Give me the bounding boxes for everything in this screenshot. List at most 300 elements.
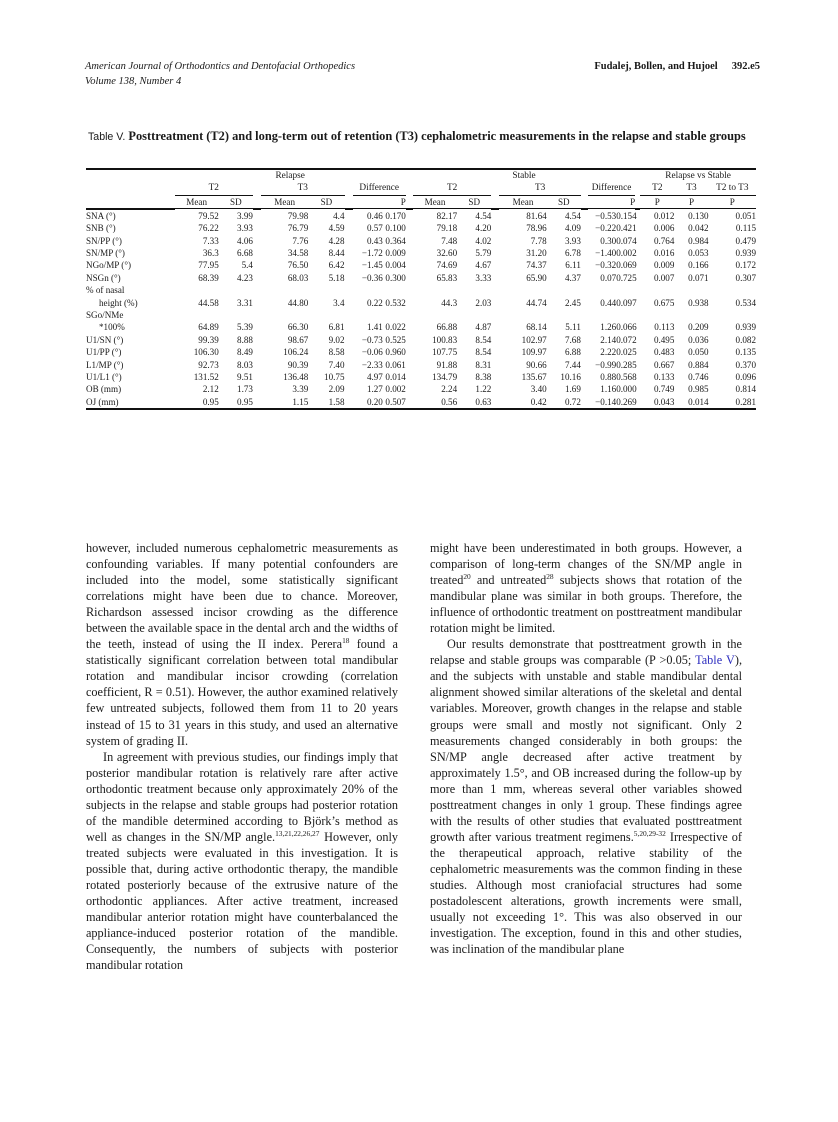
unit-gap-b [345, 195, 353, 208]
cell-cmp-t2-p: 0.007 [653, 272, 675, 283]
cell-relapse-difference [353, 383, 406, 395]
cell-cmp-t2-p: 0.133 [653, 372, 675, 382]
cell-relapse-t2-mean: 64.89 [198, 322, 219, 333]
cell-relapse-t2-sd: 3.93 [237, 223, 253, 234]
cell-stable-t3-sd: 2.45 [564, 297, 581, 308]
gap-e [581, 359, 588, 371]
cell-relapse-diff-p: 0.002 [385, 384, 406, 395]
gap-d [491, 359, 499, 371]
cell-relapse-t3-sd: 1.58 [328, 396, 345, 407]
cell-cmp-t2t3-p: 0.479 [735, 235, 756, 246]
gap-b [345, 383, 353, 395]
cell-stable-t3-mean: 7.78 [530, 235, 547, 246]
unit-header-stable-t3-sd: SD [547, 195, 581, 208]
cell-relapse-t3-mean: 106.24 [283, 347, 309, 358]
cell-cmp-t2-p: 0.012 [653, 210, 675, 221]
table-row [86, 371, 756, 383]
cell-relapse-diff-value: 0.20 [366, 396, 383, 407]
unit-header-cmp-t2-p: P [640, 195, 674, 208]
cell-relapse-t2-sd: 9.51 [237, 372, 253, 382]
cell-cmp-t3-p: 0.042 [688, 223, 709, 234]
table-row [86, 284, 756, 309]
cell-cmp-t3-p: 0.984 [688, 235, 709, 246]
cell-stable-difference [588, 383, 635, 395]
unit-header-spacer [86, 195, 175, 208]
gap-e [581, 284, 588, 309]
group-header-spacer [86, 169, 175, 182]
gap-a [253, 334, 261, 346]
sub-header-spacer [86, 182, 175, 195]
cell-stable-diff-value: 0.30 [600, 235, 617, 246]
cell-stable-diff-value: −0.32 [595, 260, 617, 271]
unit-header-relapse-t2-mean: Mean [175, 195, 219, 208]
cell-stable-diff-p: 0.025 [616, 347, 637, 358]
unit-header-relapse-diff-p: P [353, 195, 406, 208]
gap-a [253, 383, 261, 395]
cell-stable-t2-sd: 2.03 [475, 297, 492, 308]
cell-stable-t3-mean: 90.66 [526, 359, 547, 370]
gap-d [491, 334, 499, 346]
row-label: L1/MP (°) [86, 359, 124, 370]
cell-relapse-t2-mean: 76.22 [198, 223, 219, 234]
cell-cmp-t2-p: 0.043 [653, 396, 675, 407]
gap-a [253, 359, 261, 371]
cell-stable-t2-sd: 4.02 [475, 235, 492, 246]
row-label: OB (mm) [86, 384, 122, 395]
gap-e [581, 235, 588, 247]
cell-stable-diff-p: 0.074 [616, 235, 637, 246]
table-number: Table V. [88, 131, 126, 143]
gap-c [406, 222, 413, 234]
cell-cmp-t2t3-p: 0.172 [735, 260, 756, 271]
unit-header-relapse-t3-sd: SD [308, 195, 344, 208]
cell-relapse-t2-sd: 1.73 [237, 384, 253, 395]
cell-stable-t2-sd: 4.87 [475, 322, 492, 333]
cell-cmp-t2-p: 0.749 [653, 384, 675, 395]
table-sub-header-row [86, 182, 756, 195]
gap-c [406, 235, 413, 247]
gap-d [491, 235, 499, 247]
cell-stable-t2-sd: 8.38 [475, 372, 492, 382]
gap-c [406, 272, 413, 284]
cell-stable-t2-mean: 91.88 [436, 359, 458, 370]
cell-relapse-t3-sd: 7.40 [328, 359, 345, 370]
cell-stable-difference [588, 334, 635, 346]
gap-a [253, 346, 261, 358]
cell-stable-t3-mean: 65.90 [526, 272, 547, 283]
cell-relapse-t2-sd: 4.23 [237, 272, 253, 283]
cell-stable-t2-sd: 8.54 [475, 334, 492, 345]
cell-relapse-t3-sd: 4.59 [328, 223, 345, 234]
cell-stable-t3-sd: 6.78 [564, 247, 581, 258]
paragraph-left-2-textB: However, only treated subjects were evaluated in this investigation. It is possible that, during active orthodontic therapy, the mandible rotated posteriorly because of the extrusive nature of the orthodontic appliances. After active treatment, increased mandibular anterior rotation might have counterbalanced the appliance-induced posterior rotation of the mandible. Consequently, the numbers of subjects with posterior mandibular rotation [86, 829, 398, 973]
gap-b [345, 396, 353, 409]
cell-stable-t3-mean: 109.97 [521, 347, 547, 358]
table-v-crossref-link[interactable]: Table V [695, 653, 735, 668]
cell-relapse-t2-mean: 68.39 [198, 272, 219, 283]
cell-relapse-t3-mean: 136.48 [283, 372, 309, 382]
cell-stable-t3-sd: 5.11 [565, 322, 581, 333]
gap-c [406, 396, 413, 409]
cell-cmp-t2t3-p: 0.307 [735, 272, 756, 283]
citation-ref-13-21-22-26-27: 13,21,22,26,27 [275, 828, 320, 838]
gap-b [345, 309, 353, 334]
cell-relapse-diff-value: 4.97 [366, 372, 383, 382]
cell-stable-difference [588, 247, 635, 259]
cell-stable-difference [588, 222, 635, 234]
cell-cmp-t3-p: 0.746 [688, 372, 709, 382]
cell-relapse-t2-sd: 5.4 [241, 260, 253, 271]
gap-e [581, 259, 588, 271]
paragraph-left-2 [86, 749, 398, 974]
gap-d [491, 309, 499, 334]
unit-header-stable-t2-sd: SD [457, 195, 491, 208]
sub-gap-a [253, 182, 261, 195]
gap-d [491, 396, 499, 409]
sub-header-stable-difference: Difference [588, 182, 635, 195]
cell-cmp-t3-p: 0.130 [688, 210, 709, 221]
cell-relapse-t2-sd: 6.68 [237, 247, 253, 258]
row-label: NGo/MP (°) [86, 260, 131, 271]
table-row [86, 309, 756, 334]
cell-relapse-t2-mean: 0.95 [202, 396, 219, 407]
cell-stable-difference [588, 309, 635, 334]
cell-relapse-t2-mean: 92.73 [198, 359, 219, 370]
cell-stable-t2-mean: 66.88 [436, 322, 458, 333]
cell-relapse-diff-value: 1.41 [366, 322, 383, 333]
cell-stable-diff-value: 0.44 [600, 297, 617, 308]
cell-relapse-t3-mean: 7.76 [292, 235, 309, 246]
cell-relapse-t2-mean: 99.39 [198, 334, 219, 345]
cell-relapse-t2-mean: 44.58 [198, 297, 219, 308]
row-label: SN/PP (°) [86, 235, 122, 246]
cell-cmp-t2-p: 0.483 [653, 347, 675, 358]
gap-c [406, 309, 413, 334]
table-row [86, 359, 756, 371]
paragraph-right-1-textB: and untreated [470, 573, 547, 588]
gap-d [491, 371, 499, 383]
cell-stable-t2-mean: 74.69 [436, 260, 458, 271]
cell-relapse-t2-sd: 8.03 [237, 359, 253, 370]
cephalometric-table-wrapper [86, 168, 756, 414]
citation-ref-28: 28 [546, 572, 554, 582]
cell-relapse-t3-mean: 76.50 [287, 260, 309, 271]
paragraph-right-1-textC: subjects shows that rotation of the mandibular plane was similar in both groups. Therefore, the influence of orthodontic treatment on posttreatment mandibular rotation might be limited. [430, 573, 742, 636]
sub-header-relapse-t3: T3 [261, 182, 344, 195]
gap-b [345, 235, 353, 247]
cell-relapse-t3-sd: 10.75 [324, 372, 345, 382]
gap-a [253, 272, 261, 284]
gap-e [581, 383, 588, 395]
table-caption [88, 128, 756, 146]
unit-gap-c [406, 195, 413, 208]
cell-relapse-t3-sd: 4.28 [328, 235, 345, 246]
cell-stable-diff-p: 0.066 [616, 322, 637, 333]
table-row [86, 259, 756, 271]
cell-stable-t2-mean: 7.48 [441, 235, 458, 246]
cell-stable-t2-mean: 65.83 [436, 272, 458, 283]
sub-header-relapse-t2: T2 [175, 182, 253, 195]
sub-header-stable-t3: T3 [499, 182, 580, 195]
cell-relapse-diff-p: 0.532 [385, 297, 406, 308]
cell-relapse-t3-sd: 8.58 [328, 347, 345, 358]
citation-ref-18: 18 [342, 636, 350, 646]
cell-stable-diff-value: 1.16 [600, 384, 617, 395]
paragraph-right-2-textB: ), and the subjects with unstable and stable mandibular dental alignment showed similar alterations of the skeletal and dental variables. Moreover, growth changes in the relapse and stable groups were small and mostly not significant. Only 2 measurements changed considerably in both groups: the SN/MP angle decreased after active treatment by approximately 1.5°, and OB increased during the follow-up by more than 1 mm, whereas several other variables showed posttreatment changes in only 1 group. These findings agree with the results of other studies that evaluated posttreatment growth after various treatment regimens. [430, 653, 743, 844]
cell-relapse-diff-p: 0.525 [385, 334, 406, 345]
row-label: SNA (°) [86, 210, 116, 221]
cell-stable-diff-p: 0.000 [616, 384, 637, 395]
cell-stable-difference [588, 371, 635, 383]
gap-a [253, 222, 261, 234]
cell-stable-t3-mean: 102.97 [521, 334, 547, 345]
cell-cmp-t3-p: 0.071 [688, 272, 709, 283]
gap-d [491, 222, 499, 234]
gap-c [406, 359, 413, 371]
cell-relapse-t3-sd: 6.42 [328, 260, 345, 271]
cell-relapse-t3-mean: 44.80 [287, 297, 309, 308]
page-number: 392.e5 [731, 61, 760, 72]
cell-stable-t3-mean: 78.96 [526, 223, 547, 234]
cell-relapse-t2-mean: 7.33 [202, 235, 219, 246]
cell-cmp-t2-p: 0.764 [653, 235, 675, 246]
cell-stable-t2-mean: 134.79 [432, 372, 458, 382]
cell-stable-diff-value: −0.14 [595, 396, 617, 407]
cell-cmp-t2-p: 0.009 [653, 260, 675, 271]
citation-ref-5-20-29-32: 5,20,29-32 [633, 828, 666, 838]
cell-stable-difference [588, 359, 635, 371]
cell-stable-t2-mean: 100.83 [432, 334, 458, 345]
gap-c [406, 247, 413, 259]
gap-c [406, 371, 413, 383]
cell-stable-t3-sd: 6.11 [565, 260, 581, 271]
unit-gap-e [581, 195, 588, 208]
cell-cmp-t2t3-p: 0.096 [735, 372, 756, 382]
cell-stable-difference [588, 272, 635, 284]
table-group-header-row [86, 169, 756, 182]
cell-relapse-diff-value: 0.43 [366, 235, 383, 246]
cell-relapse-t2-mean: 131.52 [193, 372, 219, 382]
cell-stable-t2-mean: 2.24 [441, 384, 458, 395]
gap-d [491, 346, 499, 358]
table-row [86, 235, 756, 247]
cell-stable-diff-value: −0.99 [595, 359, 617, 370]
paragraph-right-1-textA: might have been underestimated in both groups. However, a comparison of long-term changes of the SN/MP angle in treated [430, 541, 742, 588]
cell-relapse-difference [353, 247, 406, 259]
cell-stable-t3-mean: 74.37 [526, 260, 547, 271]
cell-relapse-diff-p: 0.100 [385, 223, 406, 234]
unit-header-stable-t3-mean: Mean [499, 195, 546, 208]
gap-b [345, 272, 353, 284]
cell-cmp-t3-p: 0.938 [688, 297, 709, 308]
gap-b [345, 247, 353, 259]
cell-stable-t2-sd: 8.54 [475, 347, 492, 358]
cell-stable-difference [588, 209, 635, 222]
sub-gap-e [581, 182, 588, 195]
cell-cmp-t2t3-p: 0.082 [735, 334, 756, 345]
cell-relapse-t3-sd: 2.09 [328, 384, 345, 395]
table-unit-header-row [86, 195, 756, 208]
cell-stable-t3-mean: 81.64 [526, 210, 547, 221]
cell-relapse-t3-mean: 90.39 [287, 359, 309, 370]
gap-a [253, 235, 261, 247]
cell-relapse-t3-sd: 9.02 [328, 334, 345, 345]
cell-cmp-t2-p: 0.667 [653, 359, 675, 370]
row-label: SN/MP (°) [86, 247, 125, 258]
cell-relapse-t2-mean: 2.12 [202, 384, 219, 395]
cell-cmp-t3-p: 0.209 [688, 322, 709, 333]
cell-stable-t3-sd: 3.93 [564, 235, 581, 246]
table-row [86, 247, 756, 259]
cell-relapse-difference [353, 346, 406, 358]
table-row [86, 346, 756, 358]
gap-e [581, 247, 588, 259]
cell-relapse-t3-sd: 4.4 [333, 210, 345, 221]
cell-relapse-difference [353, 209, 406, 222]
cell-relapse-diff-value: 0.22 [366, 297, 383, 308]
body-column-left [86, 540, 398, 973]
cell-relapse-diff-p: 0.004 [385, 260, 406, 271]
gap-d [491, 383, 499, 395]
cell-relapse-difference [353, 272, 406, 284]
gap-c [406, 334, 413, 346]
cell-stable-t3-sd: 1.69 [564, 384, 581, 395]
gap-e [581, 222, 588, 234]
running-head-right [594, 60, 760, 75]
cell-relapse-diff-p: 0.364 [385, 235, 406, 246]
cell-relapse-difference [353, 284, 406, 309]
cell-cmp-t2t3-p: 0.939 [735, 247, 756, 258]
paragraph-right-2-textA: Our results demonstrate that posttreatment growth in the relapse and stable groups was comparable (P >0.05; [430, 637, 742, 668]
cell-relapse-diff-p: 0.300 [385, 272, 406, 283]
cell-cmp-t3-p: 0.050 [688, 347, 709, 358]
cell-cmp-t2-p: 0.006 [653, 223, 675, 234]
cell-relapse-diff-p: 0.022 [385, 322, 406, 333]
cell-relapse-t3-mean: 34.58 [287, 247, 309, 258]
cell-stable-t3-sd: 0.72 [564, 396, 581, 407]
table-body [86, 209, 756, 410]
table-row [86, 272, 756, 284]
cell-relapse-t2-mean: 36.3 [202, 247, 219, 258]
cell-stable-diff-p: 0.421 [616, 223, 637, 234]
cell-relapse-t2-sd: 8.88 [237, 334, 253, 345]
cell-stable-t3-sd: 7.44 [564, 359, 581, 370]
cell-relapse-t2-mean: 106.30 [193, 347, 219, 358]
cell-relapse-t2-mean: 79.52 [198, 210, 219, 221]
volume-issue: Volume 138, Number 4 [85, 75, 182, 87]
gap-b [345, 209, 353, 222]
cell-stable-t3-mean: 31.20 [526, 247, 547, 258]
sub-header-cmp-t2: T2 [640, 182, 674, 195]
table-row [86, 334, 756, 346]
cell-cmp-t3-p: 0.166 [688, 260, 709, 271]
sub-header-stable-t2: T2 [413, 182, 491, 195]
cell-cmp-t2-p: 0.675 [653, 297, 675, 308]
cell-stable-t2-sd: 4.67 [475, 260, 492, 271]
table-caption-text: Posttreatment (T2) and long-term out of retention (T3) cephalometric measurements in the relapse and stable groups [128, 129, 746, 143]
cell-relapse-diff-p: 0.014 [385, 372, 406, 382]
row-label: U1/SN (°) [86, 334, 124, 345]
cell-relapse-t2-sd: 5.39 [237, 322, 253, 333]
cell-stable-diff-p: 0.154 [616, 210, 637, 221]
cell-relapse-diff-value: 1.27 [366, 384, 383, 395]
cell-stable-diff-p: 0.285 [616, 359, 637, 370]
row-label: U1/L1 (°) [86, 372, 122, 382]
row-label: OJ (mm) [86, 396, 119, 407]
cell-relapse-diff-value: −1.45 [361, 260, 383, 271]
cell-relapse-difference [353, 396, 406, 409]
cell-stable-t3-sd: 4.09 [564, 223, 581, 234]
cell-stable-diff-value: 2.14 [600, 334, 617, 345]
cell-relapse-diff-value: −1.72 [361, 247, 383, 258]
gap-a [253, 396, 261, 409]
cell-relapse-t3-mean: 79.98 [287, 210, 309, 221]
cell-cmp-t2t3-p: 0.534 [735, 297, 756, 308]
gap-a [253, 209, 261, 222]
cell-stable-difference [588, 284, 635, 309]
cell-relapse-difference [353, 359, 406, 371]
cell-stable-difference [588, 259, 635, 271]
cell-stable-t2-sd: 4.20 [475, 223, 492, 234]
sub-header-cmp-t2-to-t3: T2 to T3 [709, 182, 756, 195]
gap-e [581, 346, 588, 358]
table-row [86, 222, 756, 234]
cell-cmp-t2-p: 0.113 [654, 322, 675, 333]
cell-stable-t3-sd: 10.16 [560, 372, 581, 382]
cell-stable-diff-value: −0.22 [595, 223, 617, 234]
cell-relapse-difference [353, 235, 406, 247]
gap-d [491, 209, 499, 222]
gap-c [406, 259, 413, 271]
cell-stable-t2-sd: 5.79 [475, 247, 492, 258]
cell-stable-diff-p: 0.725 [616, 272, 637, 283]
cell-relapse-t3-mean: 1.15 [292, 396, 309, 407]
row-label: SGo/NMe *100% [86, 309, 175, 334]
cell-stable-t3-mean: 44.74 [526, 297, 547, 308]
gap-e [581, 209, 588, 222]
journal-title: American Journal of Orthodontics and Dentofacial Orthopedics [85, 61, 356, 72]
cell-relapse-diff-value: 0.46 [366, 210, 383, 221]
cell-stable-diff-p: 0.568 [616, 372, 637, 382]
paragraph-left-1-textB: found a statistically significant correlation between total mandibular rotation and mandibular incisor crowding (correlation coefficient, R = 0.51). However, the author examined relatively few untreated subjects, followed them from 11 to 20 years instead of 15 to 31 years in this study, and used an alternative system of grading II. [86, 637, 398, 748]
sub-gap-b [345, 182, 353, 195]
gap-d [491, 259, 499, 271]
cell-stable-diff-value: 0.88 [600, 372, 617, 382]
cell-relapse-t2-sd: 4.06 [237, 235, 253, 246]
row-label: NSGn (°) [86, 272, 121, 283]
gap-b [345, 371, 353, 383]
gap-d [491, 247, 499, 259]
row-label-continuation: height (%) [99, 297, 138, 308]
gap-c [406, 209, 413, 222]
running-head [85, 60, 760, 89]
cell-relapse-diff-value: −0.73 [361, 334, 383, 345]
cell-relapse-diff-value: −0.06 [361, 347, 383, 358]
cephalometric-table [86, 168, 756, 414]
cell-stable-diff-value: 1.26 [600, 322, 617, 333]
unit-header-relapse-t2-sd: SD [219, 195, 253, 208]
sub-gap-c [406, 182, 413, 195]
gap-c [406, 284, 413, 309]
unit-header-stable-t2-mean: Mean [413, 195, 457, 208]
cell-relapse-diff-value: −2.33 [361, 359, 383, 370]
cell-stable-t2-sd: 8.31 [475, 359, 492, 370]
gap-a [253, 309, 261, 334]
table-row [86, 209, 756, 222]
gap-e [581, 334, 588, 346]
cell-stable-diff-p: 0.097 [616, 297, 637, 308]
cell-stable-t3-mean: 68.14 [526, 322, 547, 333]
